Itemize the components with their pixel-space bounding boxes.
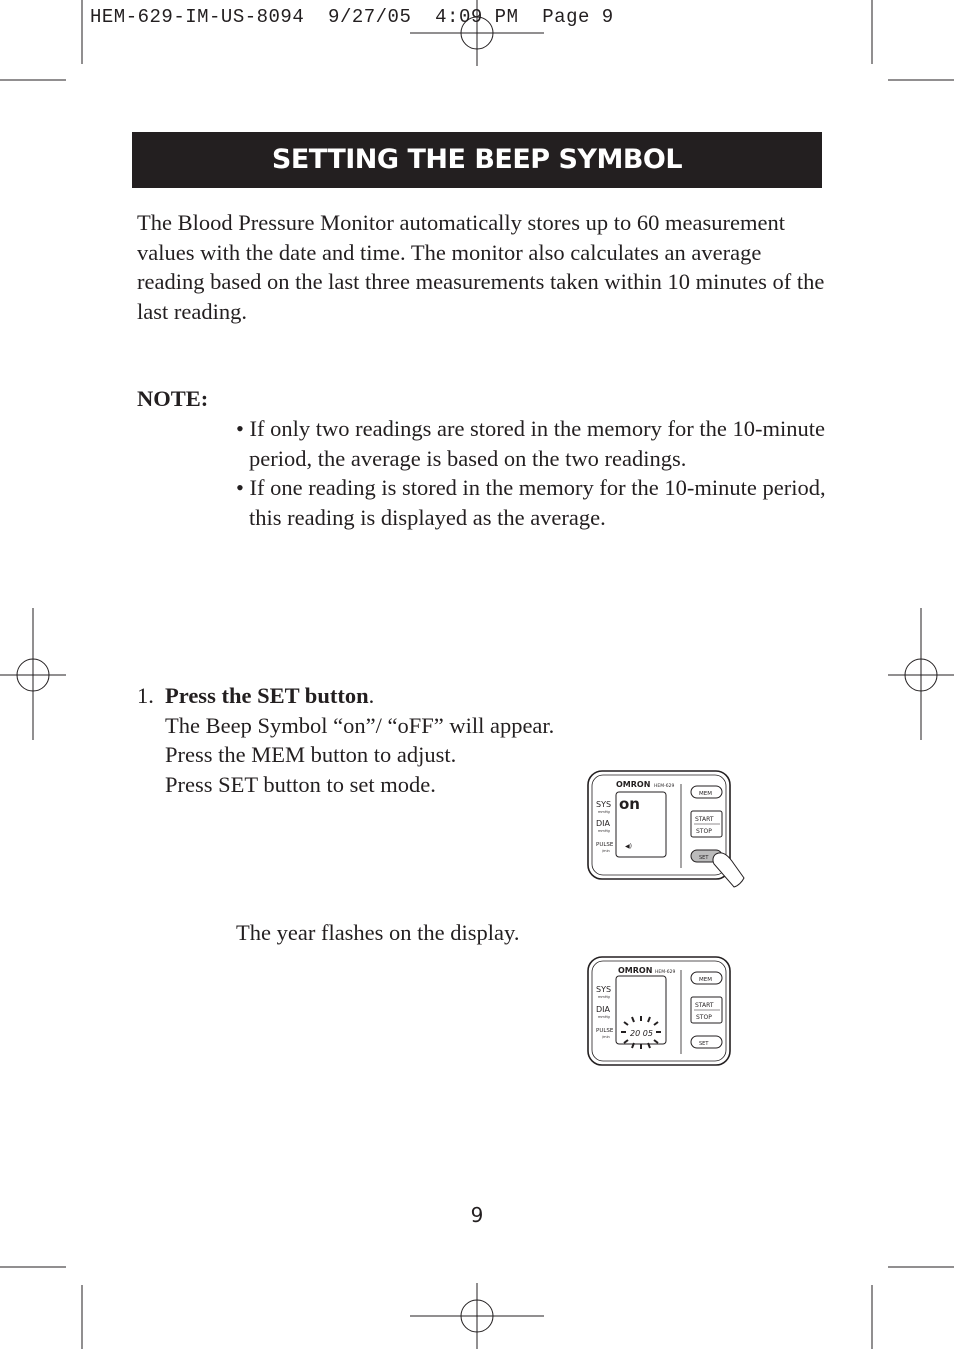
monitor-illustration-beep <box>586 768 750 895</box>
model-label: HEM-629 <box>655 970 676 975</box>
year-display: 20 05 <box>630 1029 653 1038</box>
note-item: • If one reading is stored in the memory for the 10-minute period, this reading is displayed as the average. <box>236 475 826 530</box>
pulse-label: PULSE <box>596 842 614 848</box>
sys-label: SYS <box>596 800 612 809</box>
year-flash-text: The year flashes on the display. <box>236 920 520 945</box>
note-list <box>236 414 826 532</box>
stop-button-label: STOP <box>696 1014 712 1021</box>
brand-logo: OMRON <box>616 780 651 789</box>
step-number: 1. <box>137 683 154 708</box>
per-min-label: /min <box>602 1035 610 1039</box>
step-action <box>165 681 554 711</box>
sys-label: SYS <box>596 985 612 994</box>
monitor-illustration-year <box>586 954 750 1077</box>
step-action-bold: Press the SET button <box>165 683 369 708</box>
start-button-label: START <box>695 816 714 823</box>
intro-paragraph: The Blood Pressure Monitor automatically stores up to 60 measurement values with the date and time. The monitor also calculates an average reading based on the last three measurements taken within 10 minutes of the last reading. <box>137 210 825 324</box>
section-title: SETTING THE BEEP SYMBOL <box>271 144 683 175</box>
step-line: Press the MEM button to adjust. <box>165 742 457 768</box>
step-line: Press SET button to set mode. <box>165 771 436 797</box>
per-min-label: /min <box>602 849 610 853</box>
beep-on-display: on <box>619 795 640 813</box>
start-button-label: START <box>695 1002 714 1009</box>
brand-logo: OMRON <box>618 966 653 975</box>
step-action-end: . <box>368 683 375 708</box>
set-button-label: SET <box>699 1041 709 1047</box>
step-line: The Beep Symbol “on”/ “oFF” will appear. <box>165 712 555 738</box>
print-slug: HEM-629-IM-US-8094 9/27/05 4:09 PM Page 9 <box>90 6 614 28</box>
page-number: 9 <box>470 1203 484 1227</box>
note-heading: NOTE: <box>137 386 209 411</box>
model-label: HEM-629 <box>654 784 675 789</box>
mmhg-label: mmHg <box>598 995 610 999</box>
stop-button-label: STOP <box>696 828 712 835</box>
note-item: • If only two readings are stored in the memory for the 10-minute period, the average is based on the two readings. <box>236 416 825 471</box>
pulse-label: PULSE <box>596 1028 614 1034</box>
dia-label: DIA <box>596 1005 610 1014</box>
speaker-icon: ◀) <box>625 843 632 850</box>
section-title-bar <box>132 132 822 188</box>
mmhg-label: mmHg <box>598 829 610 833</box>
mem-button-label: MEM <box>699 791 712 797</box>
dia-label: DIA <box>596 819 610 828</box>
mmhg-label: mmHg <box>598 810 610 814</box>
set-button-label: SET <box>699 855 709 861</box>
mem-button-label: MEM <box>699 977 712 983</box>
mmhg-label: mmHg <box>598 1015 610 1019</box>
